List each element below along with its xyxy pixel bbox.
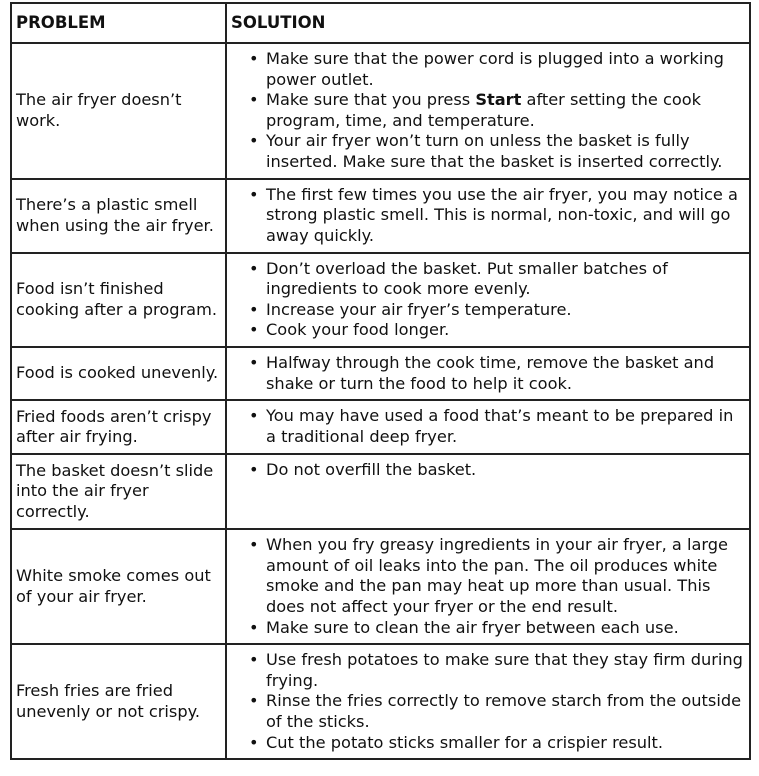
solution-item: • Make sure to clean the air fryer between each use. [231,618,745,639]
solution-list [231,650,745,753]
solution-cell [226,529,750,644]
table-row [11,179,750,253]
problem-header: PROBLEM [11,3,226,43]
solution-item: • Don’t overload the basket. Put smaller batches of ingredients to cook more evenly. [231,259,745,300]
table-row [11,253,750,347]
solution-item: • Your air fryer won’t turn on unless the basket is fully inserted. Make sure that the basket is inserted correctly. [231,131,745,172]
solution-cell [226,347,750,400]
problem-cell: Food isn’t finished cooking after a program. [11,253,226,347]
solution-list [231,406,745,447]
solution-list [231,259,745,341]
solution-item: • Do not overfill the basket. [231,460,745,481]
solution-cell [226,644,750,759]
solution-cell [226,43,750,179]
solution-item: • When you fry greasy ingredients in your air fryer, a large amount of oil leaks into the pan. The oil produces white smoke and the pan may heat up more than usual. This does not affect your fryer or the end result. [231,535,745,617]
table-row [11,644,750,759]
solution-header: SOLUTION [226,3,750,43]
solution-cell [226,454,750,529]
table-row [11,347,750,400]
solution-list [231,460,745,481]
solution-cell [226,400,750,454]
solution-item: • Use fresh potatoes to make sure that they stay firm during frying. [231,650,745,691]
solution-cell [226,179,750,253]
problem-cell: Fried foods aren’t crispy after air frying. [11,400,226,454]
table-row [11,454,750,529]
solution-item: • Halfway through the cook time, remove the basket and shake or turn the food to help it cook. [231,353,745,394]
troubleshooting-table [10,2,751,760]
table-row [11,400,750,454]
solution-list [231,185,745,247]
solution-list [231,353,745,394]
problem-cell: There’s a plastic smell when using the air fryer. [11,179,226,253]
solution-item: • Cut the potato sticks smaller for a crispier result. [231,733,745,754]
problem-cell: The air fryer doesn’t work. [11,43,226,179]
table-row [11,529,750,644]
start-keyword: Start [475,90,522,110]
solution-item: • Rinse the fries correctly to remove starch from the outside of the sticks. [231,691,745,732]
solution-item [231,90,745,131]
solution-cell [226,253,750,347]
problem-cell: The basket doesn’t slide into the air fryer correctly. [11,454,226,529]
solution-item: • Increase your air fryer’s temperature. [231,300,745,321]
solution-item: • Make sure that the power cord is plugged into a working power outlet. [231,49,745,90]
problem-cell: White smoke comes out of your air fryer. [11,529,226,644]
problem-cell: Fresh fries are fried unevenly or not crispy. [11,644,226,759]
solution-list [231,49,745,173]
problem-cell: Food is cooked unevenly. [11,347,226,400]
solution-item: • Cook your food longer. [231,320,745,341]
solution-text: Make sure that you press [266,90,476,110]
header-row [11,3,750,43]
solution-text: after setting the cook program, time, and temperature. [266,90,702,130]
table-row [11,43,750,179]
solution-list [231,535,745,638]
solution-item: • You may have used a food that’s meant to be prepared in a traditional deep fryer. [231,406,745,447]
solution-item: • The first few times you use the air fryer, you may notice a strong plastic smell. This is normal, non-toxic, and will go away quickly. [231,185,745,247]
